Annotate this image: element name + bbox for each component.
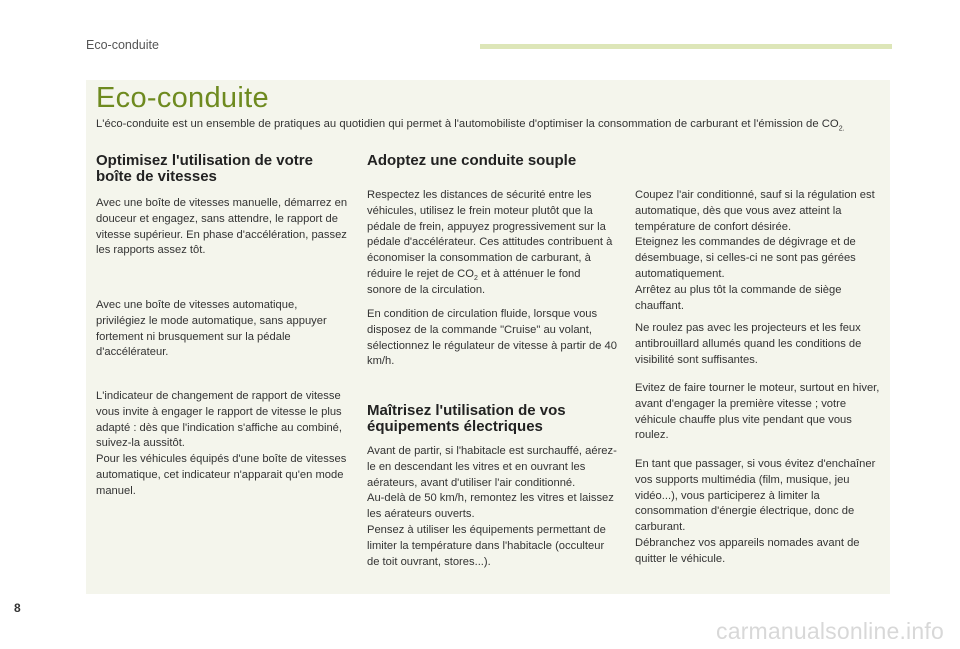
headlights-paragraph [635,321,885,368]
watermark: carmanualsonline.info [716,618,944,644]
intro-co2-subscript: 2. [838,125,845,133]
gear-indicator-text: L'indicateur de changement de rapport de vitesse vous invite à engager le rapport de vitesse le plus adapté : dès que l'indication s'affiche au combiné, suivez-la aussitôt. [96,390,343,450]
section-header-label: Eco-conduite [86,38,159,52]
heading-gearbox [96,153,346,185]
gear-indicator-auto-text: Pour les véhicules équipés d'une boîte de vitesses automatique, cet indicateur n'apparait qu'en mode manuel. [96,453,347,497]
heading-gearbox-line2: boîte de vitesses [96,168,217,185]
page-number: 8 [14,601,21,615]
heading-electrical-equipment [367,403,617,435]
heated-seat-text: Arrêtez au plus tôt la commande de siège chauffant. [635,283,842,312]
smooth-driving-text [367,188,617,299]
smooth-driving-text-part2: et à atténuer le fond sonore de la circulation. [367,267,581,296]
page-title: Eco-conduite [96,82,269,114]
gearbox-automatic-paragraph [96,298,350,361]
heading-electrical-line2: équipements électriques [367,418,543,435]
defrost-text: Eteignez les commandes de dégivrage et de désembuage, si celles-ci ne sont pas gérées automatiquement. [635,236,856,280]
cruise-text: En condition de circulation fluide, lorsque vous disposez de la commande "Cruise" au volant, sélectionnez le régulateur de vitesse à partir de 40 km/h. [367,308,618,368]
electrical-text-1: Avant de partir, si l'habitacle est surchauffé, aérez-le en descendant les vitres et en ouvrant les aérateurs, avant d'utiliser l'air conditionné. [367,445,617,489]
engine-idle-text: Evitez de faire tourner le moteur, surtout en hiver, avant d'engager la première vitesse ; votre véhicule chauffe plus vite pendant que vous roulez. [635,382,880,442]
smooth-driving-text-part1: Respectez les distances de sécurité entre les véhicules, utilisez le frein moteur plutôt que la pédale de frein, appuyez progressivement sur la pédale d'accélérateur. Ces attitudes contribuent à économiser la consommation de carburant, à réduire le rejet de CO [367,189,613,280]
smooth-driving-paragraph [367,188,617,299]
gearbox-manual-text: Avec une boîte de vitesses manuelle, démarrez en douceur et engagez, sans attendre, le rapport de vitesse supérieur. En phase d'accélération, passez les rapports assez tôt. [96,197,348,257]
gear-indicator-paragraph [96,389,350,500]
gearbox-automatic-text: Avec une boîte de vitesses automatique, privilégiez le mode automatique, sans appuyer fortement ni brusquement sur la pédale d'accélérateur. [96,299,327,359]
air-conditioning-paragraph [635,188,885,314]
intro-paragraph [96,117,876,132]
heading-electrical-line1: Maîtrisez l'utilisation de vos [367,402,566,419]
heading-smooth-driving: Adoptez une conduite souple [367,152,577,169]
multimedia-text: En tant que passager, si vous évitez d'enchaîner vos supports multimédia (film, musique, jeu vidéo...), vous participerez à limiter la consommation d'énergie électrique, donc de carburant. [635,458,876,534]
co2-subscript: 2 [473,275,478,283]
electrical-paragraph [367,444,617,570]
electrical-text-2: Au-delà de 50 km/h, remontez les vitres et laissez les aérateurs ouverts. [367,492,614,521]
gearbox-manual-paragraph [96,196,350,259]
section-header-bar [480,44,892,49]
unplug-devices-text: Débranchez vos appareils nomades avant de quitter le véhicule. [635,536,860,565]
air-conditioning-text: Coupez l'air conditionné, sauf si la régulation est automatique, dès que vous avez atteint la température de confort désirée. [635,189,875,233]
electrical-text-3: Pensez à utiliser les équipements permettant de limiter la température dans l'habitacle (occulteur de toit ouvrant, stores...). [367,523,606,568]
heading-gearbox-line1: Optimisez l'utilisation de votre [96,152,313,169]
intro-text: L'éco-conduite est un ensemble de pratiques au quotidien qui permet à l'automobiliste d'optimiser la consommation de carburant et l'émission de CO [96,118,839,130]
headlights-text: Ne roulez pas avec les projecteurs et les feux antibrouillard allumés quand les conditions de visibilité sont suffisantes. [635,322,862,366]
cruise-paragraph [367,307,617,370]
engine-idle-paragraph [635,381,885,444]
multimedia-paragraph [635,457,885,568]
